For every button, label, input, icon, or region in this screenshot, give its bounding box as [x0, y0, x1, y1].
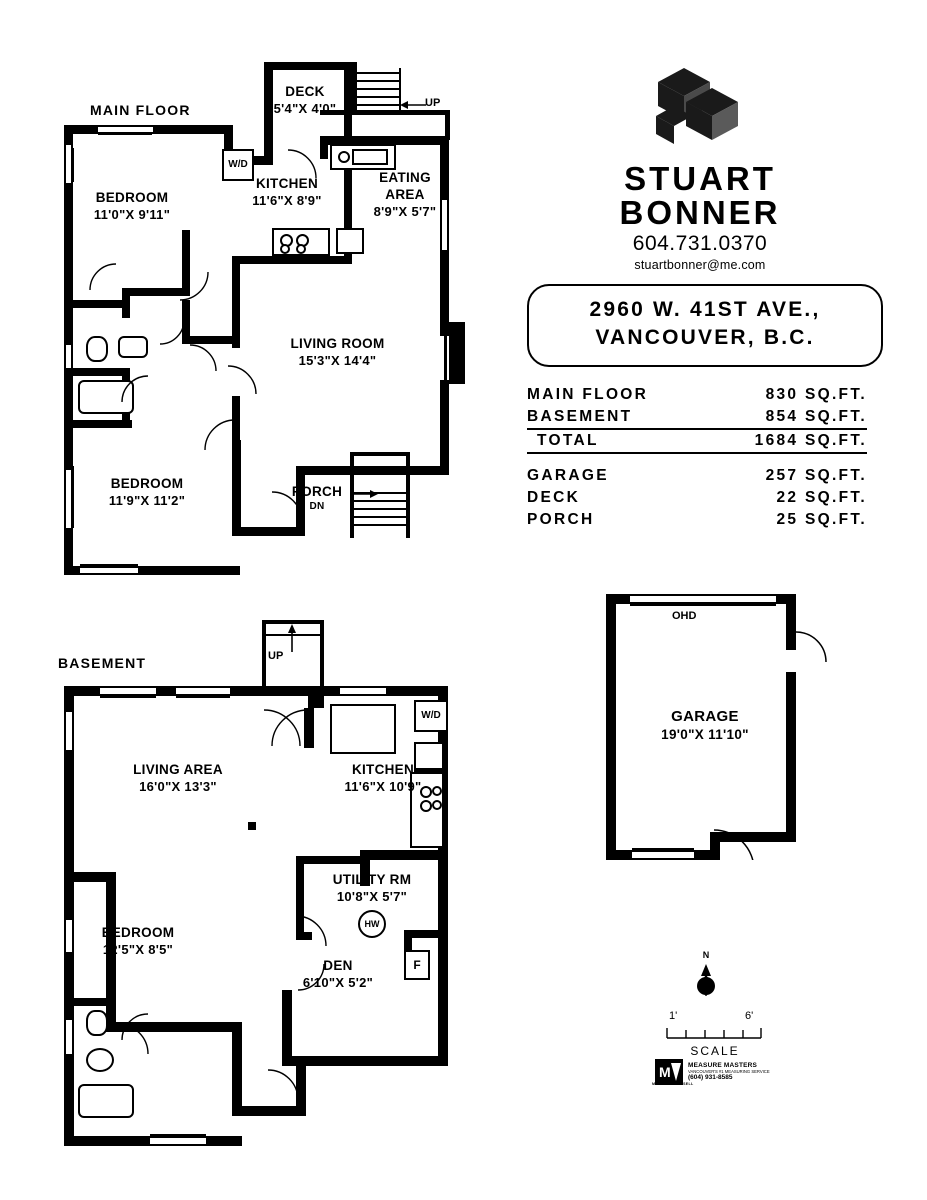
brand-name	[560, 162, 840, 229]
porch-dn-label: DN	[309, 500, 325, 512]
stairs-up-label-main: UP	[425, 97, 441, 109]
living-room-dim: 15'3"X 14'4"	[298, 352, 377, 368]
kitchen-basement-dim: 11'6"X 10'9"	[344, 778, 422, 794]
area-value-main-floor: 830 SQ.FT.	[765, 386, 867, 403]
scale-bar	[655, 1010, 775, 1060]
area-label-porch: PORCH	[527, 511, 595, 528]
room-label-bedroom-basement	[58, 925, 218, 958]
scale-max-tick: 6'	[745, 1010, 754, 1022]
compass	[686, 950, 726, 1000]
area-value-total: 1684 SQ.FT.	[703, 429, 867, 453]
garage-ohd-label: OHD	[672, 610, 697, 622]
room-label-utility	[302, 872, 442, 905]
area-label-basement: BASEMENT	[527, 408, 633, 425]
bedroom1-dim: 11'0"X 9'11"	[93, 206, 171, 222]
address-line-1: 2960 W. 41ST AVE.,	[589, 298, 821, 321]
room-label-bedroom-main-2	[72, 476, 222, 509]
garage-name: GARAGE	[671, 708, 739, 725]
eating-area-name-2: AREA	[385, 186, 425, 202]
measure-masters-name: MEASURE MASTERS	[688, 1062, 758, 1070]
door-swings-basement	[60, 680, 460, 1140]
room-label-kitchen-main	[212, 176, 362, 209]
den-dim: 6'10"X 5'2"	[302, 974, 374, 990]
room-label-porch	[272, 484, 362, 513]
hw-label: HW	[364, 919, 380, 929]
garage-door-swings	[670, 630, 850, 860]
svg-text:M: M	[659, 1064, 671, 1080]
wd-label-basement: W/D	[421, 710, 441, 721]
brand-email: stuartbonner@me.com	[634, 258, 766, 272]
room-label-living-room	[255, 336, 420, 369]
basement-up-label: UP	[268, 650, 284, 662]
stairs-up-arrow-main	[398, 98, 428, 112]
area-row-porch	[527, 509, 867, 531]
bedroom2-name: BEDROOM	[110, 476, 184, 491]
wd-label-main: W/D	[228, 159, 248, 170]
bedroom-basement-dim: 12'5"X 8'5"	[102, 941, 174, 957]
brand-name-line1: STUART	[624, 160, 776, 197]
area-label-garage: GARAGE	[527, 467, 609, 484]
scale-min-tick: 1'	[669, 1010, 678, 1022]
eating-area-dim: 8'9"X 5'7"	[373, 203, 437, 219]
measure-masters-line2: VANCOUVER'S #1 MEASURING SERVICE	[688, 1068, 770, 1074]
compass-north-label: N	[702, 950, 710, 960]
area-label-deck: DECK	[527, 489, 581, 506]
room-label-kitchen-basement	[308, 762, 458, 795]
basement-title: BASEMENT	[58, 655, 147, 671]
kitchen-basement-name: KITCHEN	[351, 762, 415, 777]
deck-name: DECK	[285, 84, 325, 99]
kitchen-main-name: KITCHEN	[255, 176, 319, 191]
brand-logo	[640, 62, 750, 150]
area-label-total: TOTAL	[527, 429, 703, 453]
measure-masters-phone: (604) 931-8585	[688, 1074, 733, 1082]
scale-ticks	[665, 1026, 765, 1042]
basement-up-arrow	[285, 622, 299, 654]
area-row-total	[527, 429, 867, 453]
area-row-main-floor	[527, 384, 867, 406]
measure-masters-tagline: MEASURE BUY SELL	[652, 1082, 694, 1086]
area-value-basement: 854 SQ.FT.	[765, 408, 867, 425]
area-row-garage	[527, 465, 867, 487]
living-area-name: LIVING AREA	[133, 762, 223, 777]
room-label-den	[278, 958, 398, 991]
eating-area-name-1: EATING	[379, 170, 431, 185]
basement-plan	[0, 600, 480, 1200]
area-extras-table	[527, 465, 867, 531]
den-name: DEN	[323, 958, 353, 973]
area-summary-table	[527, 384, 867, 454]
room-label-garage	[620, 708, 790, 744]
garage-dim: 19'0"X 11'10"	[661, 726, 749, 742]
area-label-main-floor: MAIN FLOOR	[527, 386, 649, 403]
utility-dim: 10'8"X 5'7"	[336, 888, 408, 904]
deck-dim: 5'4"X 4'0"	[273, 100, 337, 116]
living-room-name: LIVING ROOM	[290, 336, 385, 351]
living-area-dim: 16'0"X 13'3"	[139, 778, 217, 794]
area-row-deck	[527, 487, 867, 509]
address-line-2: VANCOUVER, B.C.	[595, 326, 815, 350]
bedroom2-dim: 11'9"X 11'2"	[108, 492, 186, 508]
address-box	[527, 284, 883, 367]
room-label-deck	[250, 84, 360, 117]
area-value-garage: 257 SQ.FT.	[765, 467, 867, 484]
room-label-living-area	[98, 762, 258, 795]
main-floor-plan	[0, 0, 480, 600]
scale-title: SCALE	[690, 1044, 740, 1058]
area-row-basement	[527, 406, 867, 429]
area-value-deck: 22 SQ.FT.	[776, 489, 867, 506]
bedroom1-name: BEDROOM	[95, 190, 169, 205]
garage-plan	[560, 580, 890, 890]
area-value-porch: 25 SQ.FT.	[776, 511, 867, 528]
brand-phone: 604.731.0370	[632, 232, 768, 255]
utility-name: UTILITY RM	[332, 872, 412, 887]
bedroom-basement-name: BEDROOM	[101, 925, 175, 940]
room-label-eating-area	[350, 170, 460, 220]
kitchen-main-dim: 11'6"X 8'9"	[252, 192, 322, 208]
porch-name: PORCH	[291, 484, 343, 499]
main-floor-title: MAIN FLOOR	[90, 102, 191, 118]
brand-name-line2: BONNER	[619, 193, 781, 231]
room-label-bedroom-main-1	[62, 190, 202, 223]
furnace-label: F	[413, 958, 421, 972]
